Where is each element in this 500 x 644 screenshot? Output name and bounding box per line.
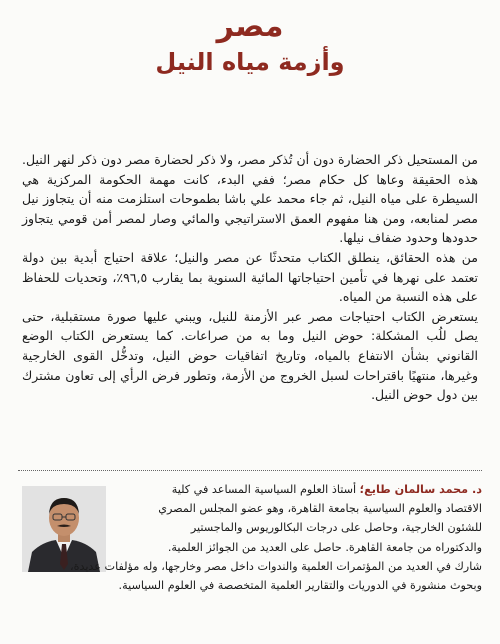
bio-line-1: د. محمد سالمان طايع؛ أستاذ العلوم السياسية المساعد في كلية <box>171 483 482 496</box>
author-bio <box>18 480 482 620</box>
bio-line-4: والدكتوراه من جامعة القاهرة. حاصل على العديد من الجوائز العلمية. <box>167 540 482 554</box>
paragraph-3: يستعرض الكتاب احتياجات مصر عبر الأزمنة للنيل، ويبني عليها صورة مستقبلية، حتى يصل للُب المشكلة: حوض النيل وما به من صراعات. كما يستعرض الكتاب الوضع القانوني بشأن الانتفاع بالمياه، وتاريخ اتفاقيات حوض النيل، وتدخُّل القوى الخارجية وغيرها، منتهيًا باقتراحات لسبل الخروج من الأزمة، وتطور فرض الرأي إلى تعاون مشترك بين دول حوض النيل. <box>22 308 478 403</box>
bio-line-2: الاقتصاد والعلوم السياسية بجامعة القاهرة، وهو عضو المجلس المصري <box>158 502 482 516</box>
bio-line-3: للشئون الخارجية، وحاصل على درجات البكالوريوس والماجستير <box>190 521 482 535</box>
title-block <box>0 8 500 78</box>
author-name: د. محمد سالمان طايع؛ <box>359 483 482 496</box>
title-main: مصر <box>216 9 284 44</box>
bio-line-6: وبحوث منشورة في الدوريات والتقارير العلمية المتخصصة في العلوم السياسية. <box>118 578 482 592</box>
bio-line-5: شارك في العديد من المؤتمرات العلمية والندوات داخل مصر وخارجها، وله مؤلفات عديدة، <box>69 559 482 573</box>
paragraph-1: من المستحيل ذكر الحضارة دون أن تُذكر مصر، ولا ذكر لحضارة مصر دون ذكر لنهر النيل. هذه الحقيقة وعاها كل حكام مصر؛ ففي البدء، كانت مهمة الحكومة المركزية هي السيطرة على مياه النيل، ثم جاء محمد علي باشا بطموحات استلزمت منه أن يتجاوز نيل مصر لمنابعه، ومن هنا مفهوم العمق الاستراتيجي والمائي وصار لمصر أمن قومي يتجاوز حدودها وحدود ضفاف نيلها. <box>22 152 478 246</box>
title-sub: وأزمة مياه النيل <box>155 48 345 76</box>
paragraph-2: من هذه الحقائق، ينطلق الكتاب متحدثًا عن مصر والنيل؛ علاقة احتياج أبدية بين دولة تعتمد على نهرها في تأمين احتياجاتها المائية السنوية بما يقارب ٩٦,٥٪، وتحديات للحفاظ على هذه النسبة من المياه. <box>22 249 479 305</box>
section-divider <box>18 470 482 471</box>
book-description <box>22 150 478 405</box>
bio-text <box>18 480 482 595</box>
